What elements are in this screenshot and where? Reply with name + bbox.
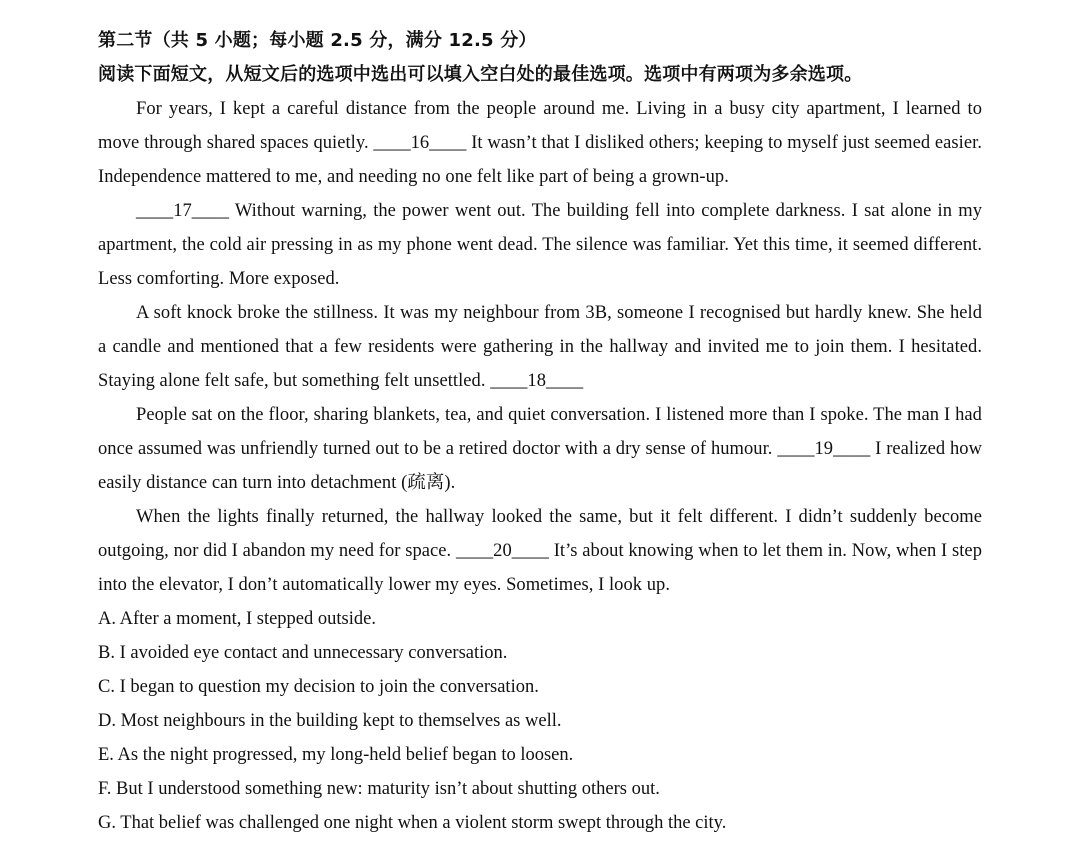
option-g: G. That belief was challenged one night when a violent storm swept through the city.	[98, 813, 727, 833]
passage-paragraph-2	[98, 194, 982, 296]
paragraph-text: People sat on the floor, sharing blankets, tea, and quiet conversation. I listened more than I spoke. The man I had once assumed was unfriendly turned out to be a retired doctor with a dry sense of humour.	[98, 405, 982, 459]
passage-paragraph-4	[98, 398, 982, 500]
blank-18: ____18____	[490, 371, 584, 391]
passage-paragraph-1	[98, 92, 982, 194]
paragraph-text: A soft knock broke the stillness. It was my neighbour from 3B, someone I recognised but hardly knew. She held a candle and mentioned that a few residents were gathering in the hallway and invited me to join them. I hesitated. Staying alone felt safe, but something felt unsettled.	[98, 303, 982, 391]
passage-paragraph-5	[98, 500, 982, 602]
option-e: E. As the night progressed, my long-held belief began to loosen.	[98, 745, 574, 765]
option-f: F. But I understood something new: maturity isn’t about shutting others out.	[98, 779, 660, 799]
option-a: A. After a moment, I stepped outside.	[98, 609, 376, 629]
paragraph-text: Without warning, the power went out. The building fell into complete darkness. I sat alone in my apartment, the cold air pressing in as my phone went dead. The silence was familiar. Yet this time, it seemed different. Less comforting. More exposed.	[98, 201, 982, 289]
passage-paragraph-3	[98, 296, 982, 398]
blank-17: ____17____	[136, 201, 229, 221]
blank-16: ____16____	[373, 133, 467, 153]
paragraph-text: It wasn’t that I disliked others; keeping to myself just seemed easier. Independence mattered to me, and needing no one felt like part of being a grown-up.	[98, 133, 982, 187]
section-title: 第二节（共 5 小题；每小题 2.5 分，满分 12.5 分）	[98, 30, 537, 51]
paragraph-text: For years, I kept a careful distance from the people around me. Living in a busy city apartment, I learned to move through shared spaces quietly.	[98, 99, 982, 153]
section-instruction: 阅读下面短文，从短文后的选项中选出可以填入空白处的最佳选项。选项中有两项为多余选项。	[98, 64, 863, 85]
option-b: B. I avoided eye contact and unnecessary conversation.	[98, 643, 508, 663]
blank-20: ____20____	[455, 541, 549, 561]
paragraph-text: When the lights finally returned, the hallway looked the same, but it felt different. I didn’t suddenly become outgoing, nor did I abandon my need for space.	[98, 507, 982, 561]
paragraph-text: I realized how easily distance can turn into detachment (疏离).	[98, 439, 982, 493]
option-c: C. I began to question my decision to join the conversation.	[98, 677, 539, 697]
blank-19: ____19____	[777, 439, 871, 459]
paragraph-text: It’s about knowing when to let them in. Now, when I step into the elevator, I don’t automatically lower my eyes. Sometimes, I look up.	[98, 541, 982, 595]
option-d: D. Most neighbours in the building kept to themselves as well.	[98, 711, 562, 731]
exam-page	[98, 24, 982, 840]
